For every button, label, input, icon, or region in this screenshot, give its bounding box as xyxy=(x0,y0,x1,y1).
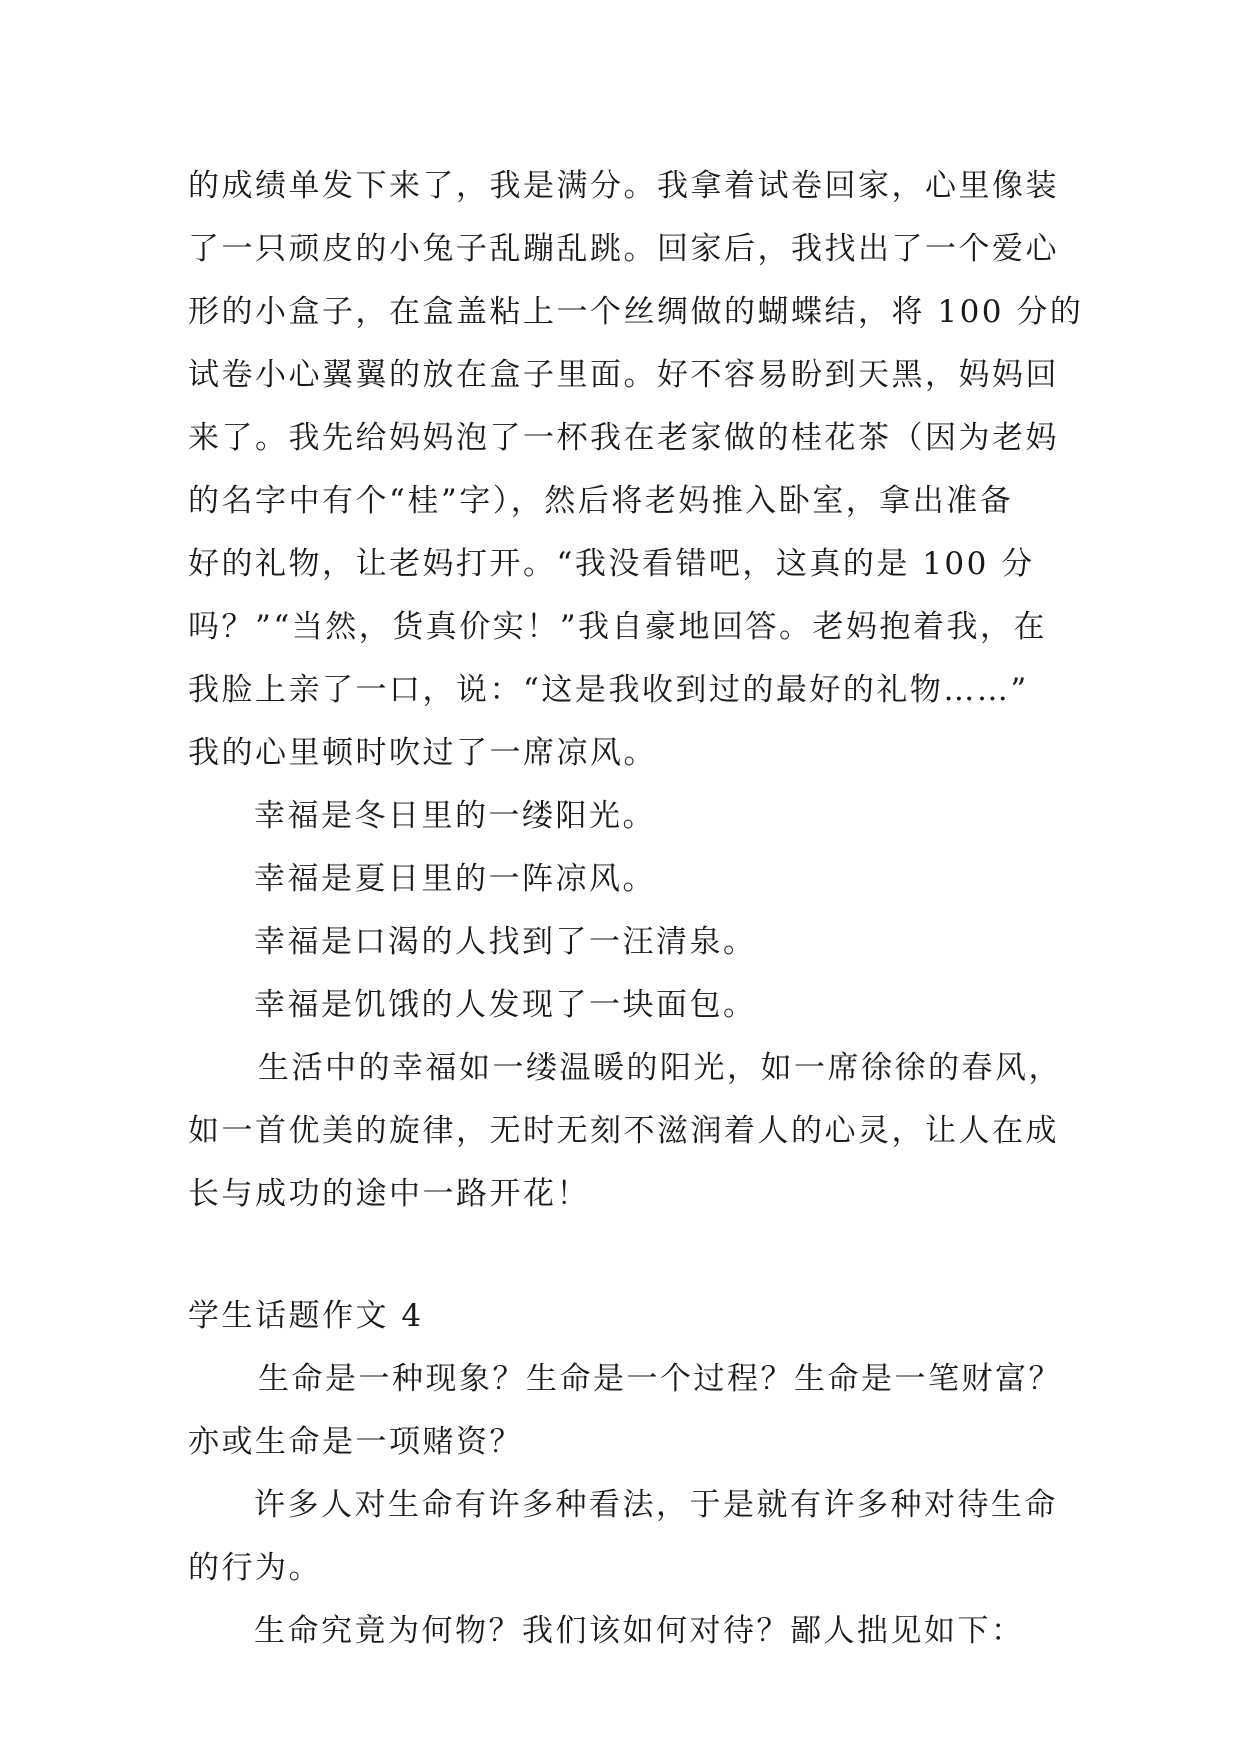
text-line: 幸福是口渴的人找到了一汪清泉。 xyxy=(254,924,757,960)
text-line: 好的礼物，让老妈打开。“我没看错吧，这真的是 100 分 xyxy=(188,546,1035,582)
text-line: 来了。我先给妈妈泡了一杯我在老家做的桂花茶（因为老妈 xyxy=(188,420,1059,456)
text-line: 的成绩单发下来了，我是满分。我拿着试卷回家，心里像装 xyxy=(188,168,1059,204)
text-line: 如一首优美的旋律，无时无刻不滋润着人的心灵，让人在成 xyxy=(188,1113,1059,1149)
text-line: 的行为。 xyxy=(188,1550,322,1586)
text-line: 生命究竟为何物？我们该如何对待？鄙人拙见如下： xyxy=(254,1613,1025,1649)
text-line: 幸福是饥饿的人发现了一块面包。 xyxy=(254,987,757,1023)
text-line: 长与成功的途中一路开花！ xyxy=(188,1176,590,1212)
text-line: 我脸上亲了一口，说：“这是我收到过的最好的礼物……” xyxy=(188,672,1029,708)
text-line: 幸福是冬日里的一缕阳光。 xyxy=(254,798,656,834)
text-line: 试卷小心翼翼的放在盒子里面。好不容易盼到天黑，妈妈回 xyxy=(188,357,1059,393)
text-line: 生活中的幸福如一缕温暖的阳光，如一席徐徐的春风， xyxy=(258,1050,1062,1086)
text-line: 许多人对生命有许多种看法，于是就有许多种对待生命 xyxy=(254,1487,1058,1523)
text-line: 吗？”“当然，货真价实！”我自豪地回答。老妈抱着我，在 xyxy=(188,609,1048,645)
text-line: 了一只顽皮的小兔子乱蹦乱跳。回家后，我找出了一个爱心 xyxy=(188,231,1059,267)
text-line: 亦或生命是一项赌资？ xyxy=(188,1424,523,1460)
text-line: 形的小盒子，在盒盖粘上一个丝绸做的蝴蝶结，将 100 分的 xyxy=(188,294,1084,330)
section-heading: 学生话题作文 4 xyxy=(188,1298,424,1334)
text-line: 生命是一种现象？生命是一个过程？生命是一笔财富？ xyxy=(258,1361,1062,1397)
text-line: 我的心里顿时吹过了一席凉风。 xyxy=(188,735,657,771)
text-line: 幸福是夏日里的一阵凉风。 xyxy=(254,861,656,897)
text-line: 的名字中有个“桂”字），然后将老妈推入卧室，拿出准备 xyxy=(188,483,1014,519)
